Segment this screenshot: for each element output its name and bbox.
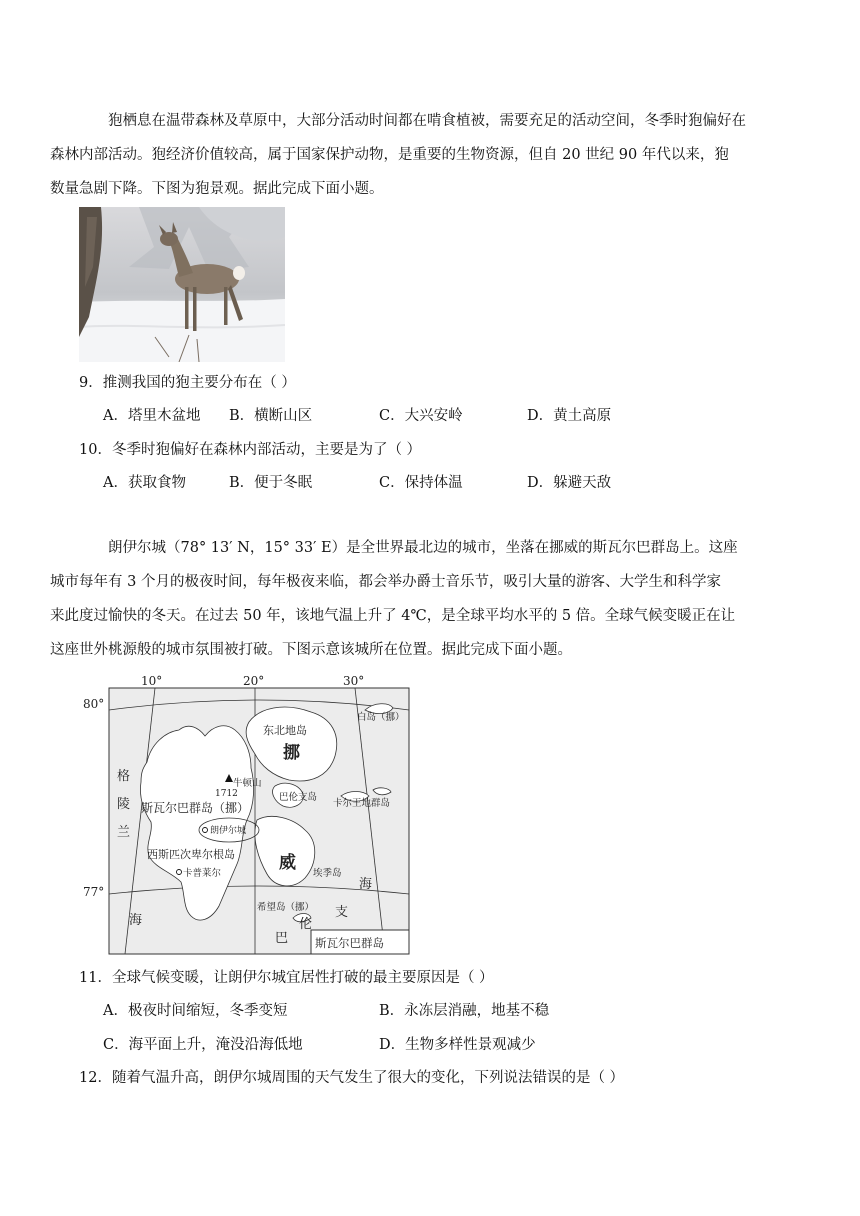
- question-11-option-c[interactable]: C．海平面上升，淹没沿海低地: [103, 1037, 303, 1053]
- norway-label-wei: 威: [279, 853, 296, 873]
- svalbard-map-svg: [79, 672, 419, 958]
- barents-sea-char-2: 伦: [299, 917, 313, 932]
- edge-island-label: 埃季岛: [313, 868, 342, 879]
- passage-2-line-4: 这座世外桃源般的城市氛围被打破。下图示意该城所在位置。据此完成下面小题。: [50, 642, 572, 658]
- hope-island-label: 希望岛（挪）: [257, 902, 315, 913]
- king-karl-label: 卡尔王地群岛: [333, 798, 391, 809]
- lon-label-10: 10°: [141, 674, 163, 688]
- question-9-option-d[interactable]: D．黄土高原: [527, 408, 612, 424]
- question-9-option-b[interactable]: B．横断山区: [229, 408, 313, 424]
- passage-2-line-2: 城市每年有 3 个月的极夜时间，每年极夜来临，都会举办爵士音乐节，吸引大量的游客、大学生和科学家: [50, 574, 721, 590]
- lat-label-77: 77°: [83, 885, 105, 899]
- barents-sea-char-1: 巴: [275, 931, 289, 946]
- barents-sea-char-4: 海: [359, 877, 373, 892]
- greenland-sea-char-3: 兰: [117, 825, 131, 840]
- lon-label-30: 30°: [343, 674, 365, 688]
- question-11-stem: 11．全球气候变暖，让朗伊尔城宜居性打破的最主要原因是（ ）: [79, 970, 494, 986]
- northeast-land-label: 东北地岛: [263, 724, 307, 737]
- greenland-sea-char-1: 格: [117, 769, 131, 784]
- question-12-stem: 12．随着气温升高，朗伊尔城周围的天气发生了很大的变化，下列说法错误的是（ ）: [79, 1070, 625, 1086]
- question-11-option-d[interactable]: D．生物多样性景观减少: [379, 1037, 536, 1053]
- barents-sea-char-3: 支: [335, 905, 349, 920]
- spitsbergen-label: 西斯匹次卑尔根岛: [147, 848, 235, 861]
- question-9-option-a[interactable]: A．塔里木盆地: [103, 408, 201, 424]
- passage-2-line-3: 来此度过愉快的冬天。在过去 50 年，该地气温上升了 4℃，是全球平均水平的 5 倍。全球气候变暖正在让: [50, 608, 736, 624]
- svalbard-map: [79, 672, 419, 958]
- greenland-sea-char-2: 陵: [117, 797, 131, 812]
- question-9-stem: 9．推测我国的狍主要分布在（ ）: [79, 375, 296, 391]
- barents-island-label: 巴伦支岛: [279, 792, 318, 803]
- greenland-sea-char-4: 海: [129, 913, 143, 928]
- passage-2-line-1: 朗伊尔城（78° 13′ N，15° 33′ E）是全世界最北边的城市，坐落在挪威的斯瓦尔巴群岛上。这座: [108, 540, 738, 556]
- norway-label-nuo: 挪: [283, 743, 300, 763]
- white-island-label: 白岛（挪）: [357, 712, 405, 723]
- question-9-option-c[interactable]: C．大兴安岭: [379, 408, 463, 424]
- question-11-option-a[interactable]: A．极夜时间缩短，冬季变短: [103, 1003, 288, 1019]
- longyearbyen-label: 朗伊尔城: [210, 826, 247, 836]
- question-10-option-c[interactable]: C．保持体温: [379, 475, 463, 491]
- question-10-option-b[interactable]: B．便于冬眠: [229, 475, 313, 491]
- map-legend-title: 斯瓦尔巴群岛: [315, 936, 384, 950]
- question-10-stem: 10．冬季时狍偏好在森林内部活动，主要是为了（ ）: [79, 442, 422, 458]
- lat-label-80: 80°: [83, 697, 105, 711]
- question-11-option-b[interactable]: B．永冻层消融，地基不稳: [379, 1003, 550, 1019]
- question-10-option-a[interactable]: A．获取食物: [103, 475, 186, 491]
- passage-1-line-1: 狍栖息在温带森林及草原中，大部分活动时间都在啃食植被，需要充足的活动空间，冬季时狍偏好在: [108, 113, 746, 129]
- peak-height-label: 1712: [215, 789, 238, 799]
- question-10-option-d[interactable]: D．躲避天敌: [527, 475, 612, 491]
- passage-2: [50, 531, 785, 667]
- roe-deer-image: [79, 207, 285, 362]
- passage-1-line-3: 数量急剧下降。下图为狍景观。据此完成下面小题。: [50, 181, 384, 197]
- kapp-linne-label: 卡普莱尔: [183, 868, 222, 879]
- passage-1: [50, 104, 785, 206]
- peak-name-label: 牛顿山: [233, 778, 262, 789]
- passage-1-line-2: 森林内部活动。狍经济价值较高，属于国家保护动物，是重要的生物资源，但自 20 世纪 90 年代以来，狍: [50, 147, 729, 163]
- lon-label-20: 20°: [243, 674, 265, 688]
- roe-deer-photo: [79, 207, 285, 362]
- svalbard-main-label: 斯瓦尔巴群岛（挪）: [141, 801, 250, 815]
